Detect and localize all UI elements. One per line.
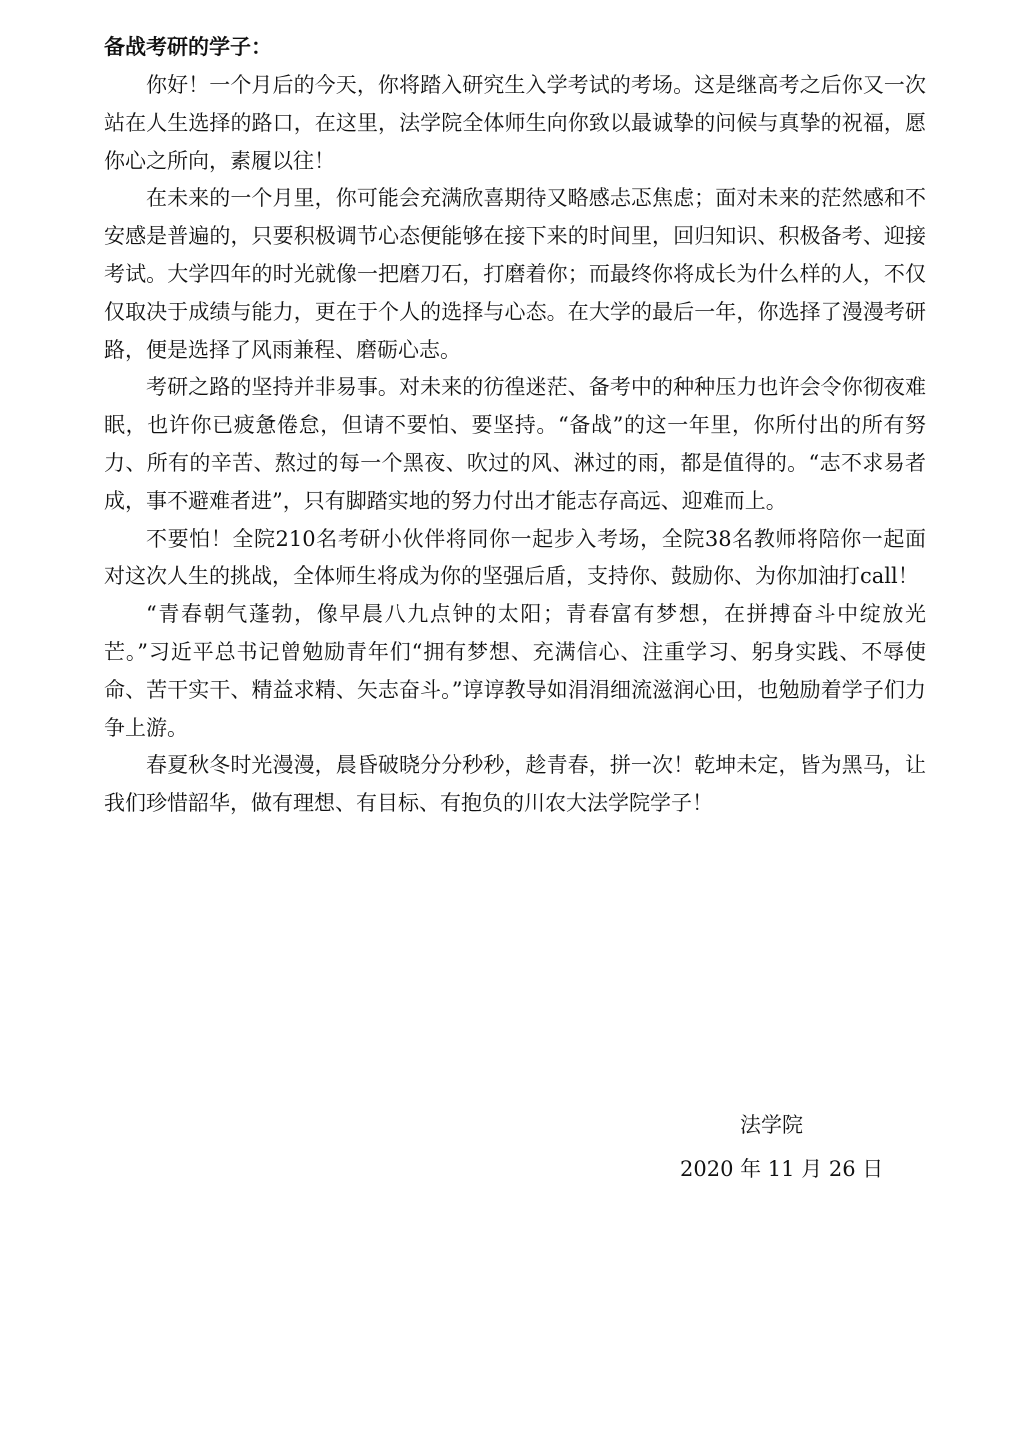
salutation: 备战考研的学子：	[104, 34, 272, 59]
letter-body	[104, 30, 926, 823]
paragraph-closing: 春夏秋冬时光漫漫，晨昏破晓分分秒秒，趁青春，拼一次！乾坤未定，皆为黑马，让我们珍惜韶华，做有理想、有目标、有抱负的川农大法学院学子！	[104, 753, 926, 816]
paragraph-quote: “青春朝气蓬勃，像早晨八九点钟的太阳；青春富有梦想，在拼搏奋斗中绽放光芒。”习近平总书记曾勉励青年们“拥有梦想、充满信心、注重学习、躬身实践、不辱使命、苦干实干、精益求精、矢志奋斗。”谆谆教导如涓涓细流滋润心田，也勉励着学子们力争上游。	[104, 602, 926, 740]
signature-organization: 法学院	[740, 1113, 803, 1137]
paragraph-support: 不要怕！全院210名考研小伙伴将同你一起步入考场，全院38名教师将陪你一起面对这次人生的挑战，全体师生将成为你的坚强后盾，支持你、鼓励你、为你加油打call！	[104, 526, 926, 589]
signature-date: 2020 年 11 月 26 日	[680, 1157, 884, 1181]
paragraph-persistence: 考研之路的坚持并非易事。对未来的彷徨迷茫、备考中的种种压力也许会令你彻夜难眠，也许你已疲惫倦怠，但请不要怕、要坚持。“备战”的这一年里，你所付出的所有努力、所有的辛苦、熬过的每一个黑夜、吹过的风、淋过的雨，都是值得的。“志不求易者成，事不避难者进”，只有脚踏实地的努力付出才能志存高远、迎难而上。	[104, 375, 926, 513]
paragraph-greeting: 你好！一个月后的今天，你将踏入研究生入学考试的考场。这是继高考之后你又一次站在人生选择的路口，在这里，法学院全体师生向你致以最诚挚的问候与真挚的祝福，愿你心之所向，素履以往！	[104, 73, 926, 173]
paragraph-mindset: 在未来的一个月里，你可能会充满欣喜期待又略感忐忑焦虑；面对未来的茫然感和不安感是普遍的，只要积极调节心态便能够在接下来的时间里，回归知识、积极备考、迎接考试。大学四年的时光就像一把磨刀石，打磨着你；而最终你将成长为什么样的人，不仅仅取决于成绩与能力，更在于个人的选择与心态。在大学的最后一年，你选择了漫漫考研路，便是选择了风雨兼程、磨砺心志。	[104, 186, 926, 362]
